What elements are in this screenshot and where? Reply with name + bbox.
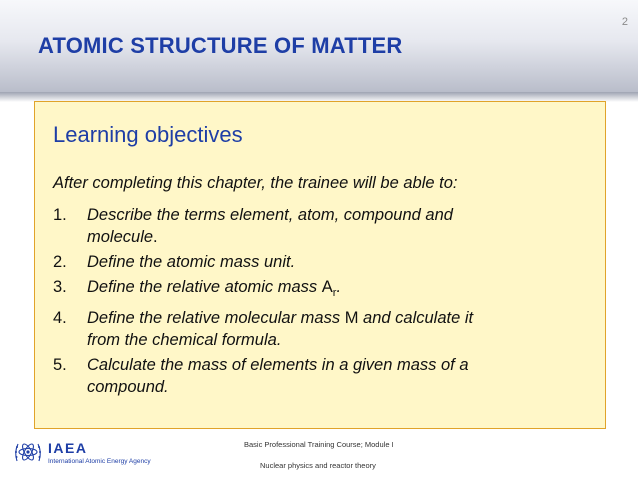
iaea-logo	[12, 436, 162, 472]
org-full-name: International Atomic Energy Agency	[48, 458, 151, 465]
objective-text: Describe the terms element, atom, compound and	[87, 206, 453, 224]
objective-text-cont: molecule	[87, 228, 154, 246]
objective-item	[53, 276, 593, 304]
objective-text: Calculate the mass of elements in a given mass of a	[87, 356, 469, 374]
objective-text: Define the relative molecular mass	[87, 309, 345, 327]
objective-text-cont: from the chemical formula.	[87, 331, 282, 349]
atom-wreath-icon	[12, 436, 44, 468]
objective-item	[53, 251, 593, 273]
objective-text: Define the relative atomic mass	[87, 278, 322, 296]
objective-number: 2.	[53, 253, 67, 271]
objective-number: 5.	[53, 356, 67, 374]
slide-title: ATOMIC STRUCTURE OF MATTER	[38, 33, 403, 58]
objective-text-cont: and calculate it	[358, 309, 474, 327]
objective-text-cont: compound.	[87, 378, 169, 396]
objective-item	[53, 204, 593, 248]
objective-period: .	[336, 278, 342, 296]
symbol-molecular-mass: M	[344, 309, 359, 327]
objective-number: 1.	[53, 206, 67, 224]
objective-text: Define the atomic mass unit.	[87, 253, 296, 271]
objective-item	[53, 354, 593, 398]
symbol-relative-atomic-mass: A	[321, 278, 333, 296]
slide-number: 2	[621, 16, 628, 28]
objective-number: 4.	[53, 309, 67, 327]
footer-course: Basic Professional Training Course; Module I	[244, 440, 394, 449]
symbol-subscript: r	[332, 287, 337, 299]
footer-module: Nuclear physics and reactor theory	[260, 461, 376, 470]
objective-period: .	[153, 228, 158, 246]
intro-text: After completing this chapter, the trainee will be able to:	[53, 174, 458, 192]
learning-objectives-box	[34, 101, 606, 429]
org-short-name: IAEA	[48, 440, 88, 456]
objective-number: 3.	[53, 278, 67, 296]
objective-item	[53, 307, 593, 351]
section-heading: Learning objectives	[53, 122, 243, 147]
objectives-list	[53, 204, 593, 401]
